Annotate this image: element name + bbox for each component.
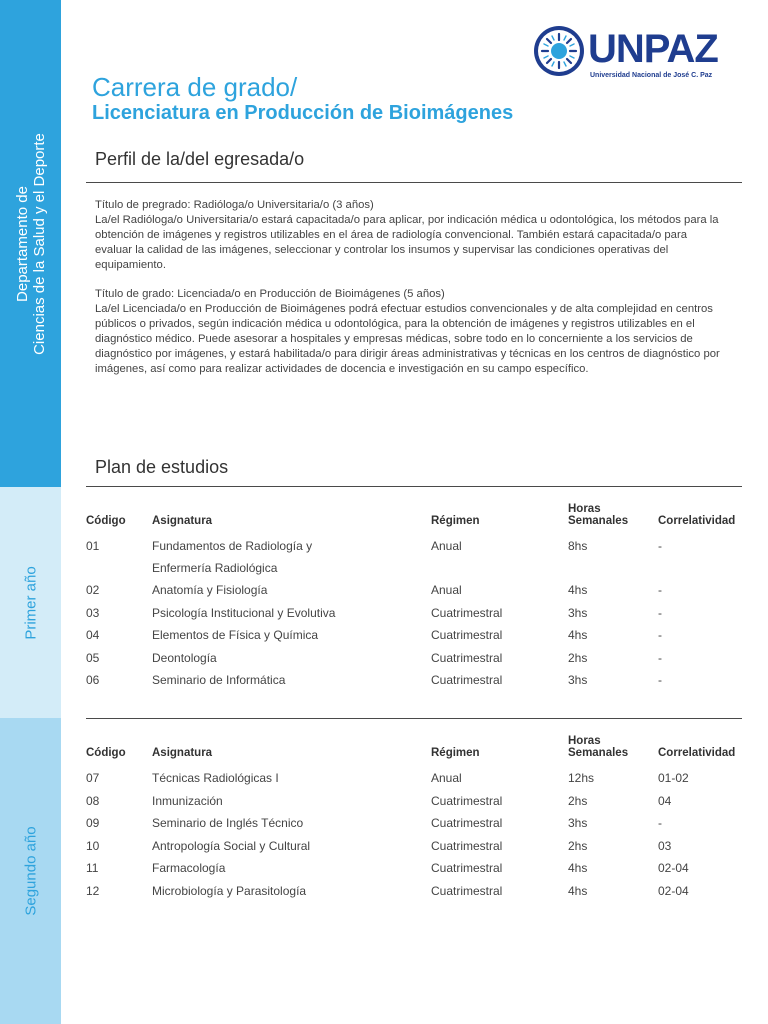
grado-paragraph [95, 287, 725, 377]
table-row: 02 Anatomía y Fisiología Anual 4hs - [86, 583, 662, 597]
table-row: 11 Farmacología Cuatrimestral 4hs 02-04 [86, 861, 689, 875]
year2-table [86, 729, 746, 902]
grado-body: La/el Licenciada/o en Producción de Bioimágenes podrá efectuar estudios convencionales y de alta complejidad en centros públicos o privados, según indicación médica u odontológica, para la obtención de imágenes y registros utilizables en el diagnóstico médico. Puede asesorar a hospitales y empresas médicas, sobre todo en lo concerniente a los servicios de diagnóstico por imágenes, y estará habilitada/o para dirigir áreas administrativas y técnicas en los centros de diagnóstico por imágenes, así como para realizar actividades de docencia e investigación en su campo específico. [95, 303, 720, 375]
table-row: 06 Seminario de Informática Cuatrimestral 3hs - [86, 673, 662, 687]
department-label: Departamento de Ciencias de la Salud y el Deporte [13, 132, 48, 355]
col-asignatura: Asignatura [152, 747, 213, 759]
year1-table [86, 497, 746, 692]
department-band [0, 0, 61, 487]
plan-divider [86, 486, 742, 487]
profile-heading: Perfil de la/del egresada/o [95, 149, 305, 169]
table-row: 12 Microbiología y Parasitología Cuatrimestral 4hs 02-04 [86, 883, 689, 898]
col-codigo: Código [86, 747, 126, 759]
table-row: 10 Antropología Social y Cultural Cuatrimestral 2hs 03 [86, 838, 672, 853]
col-codigo: Código [86, 515, 126, 527]
table-row: 07 Técnicas Radiológicas I Anual 12hs 01-02 [86, 771, 689, 785]
col-regimen: Régimen [431, 747, 480, 759]
unpaz-logo [532, 24, 742, 86]
year2-label: Segundo año [22, 826, 39, 916]
col-horas: Horas Semanales [568, 735, 629, 759]
col-correlatividad: Correlatividad [658, 747, 736, 759]
col-correlatividad: Correlatividad [658, 515, 736, 527]
table-row: 05 Deontología Cuatrimestral 2hs - [86, 650, 662, 665]
table-row: 09 Seminario de Inglés Técnico Cuatrimestral 3hs - [86, 816, 662, 830]
profile-divider [86, 182, 742, 183]
year1-band [0, 487, 61, 718]
career-type-title: Carrera de grado/ [92, 72, 298, 102]
year2-divider [86, 718, 742, 719]
col-regimen: Régimen [431, 515, 480, 527]
table-row: 04 Elementos de Física y Química Cuatrimestral 4hs - [86, 628, 662, 642]
year1-label: Primer año [22, 565, 39, 640]
pregrado-body: La/el Radióloga/o Universitaria/o estará capacitada/o para aplicar, por indicación médica u odontológica, los métodos para la obtención de imágenes y registros utilizables en el área de radiología convencional. También estará capacitada/o para evaluar la calidad de las imágenes, seleccionar y controlar los insumos y supervisar las condiciones operativas del equipamiento. [95, 214, 719, 271]
sun-seal-icon [532, 24, 586, 78]
year2-band [0, 718, 61, 1024]
table-header-row [86, 497, 746, 527]
grado-title: Título de grado: Licenciada/o en Producción de Bioimágenes (5 años) [95, 288, 445, 300]
pregrado-paragraph [95, 198, 725, 273]
pregrado-title: Título de pregrado: Radióloga/o Universitaria/o (3 años) [95, 199, 374, 211]
table-header-row [86, 729, 746, 759]
col-asignatura: Asignatura [152, 515, 213, 527]
career-name-title: Licenciatura en Producción de Bioimágenes [92, 102, 514, 124]
logo-wordmark: UNPAZ [588, 27, 718, 71]
plan-heading: Plan de estudios [95, 457, 229, 477]
table-row: 08 Inmunización Cuatrimestral 2hs 04 [86, 793, 672, 808]
table-row: 03 Psicología Institucional y Evolutiva Cuatrimestral 3hs - [86, 605, 662, 620]
col-horas: Horas Semanales [568, 503, 629, 527]
table-row: 01 Fundamentos de Radiología y Enfermería Radiológica Anual 8hs - [86, 539, 662, 575]
logo-subtitle: Universidad Nacional de José C. Paz [590, 72, 713, 79]
